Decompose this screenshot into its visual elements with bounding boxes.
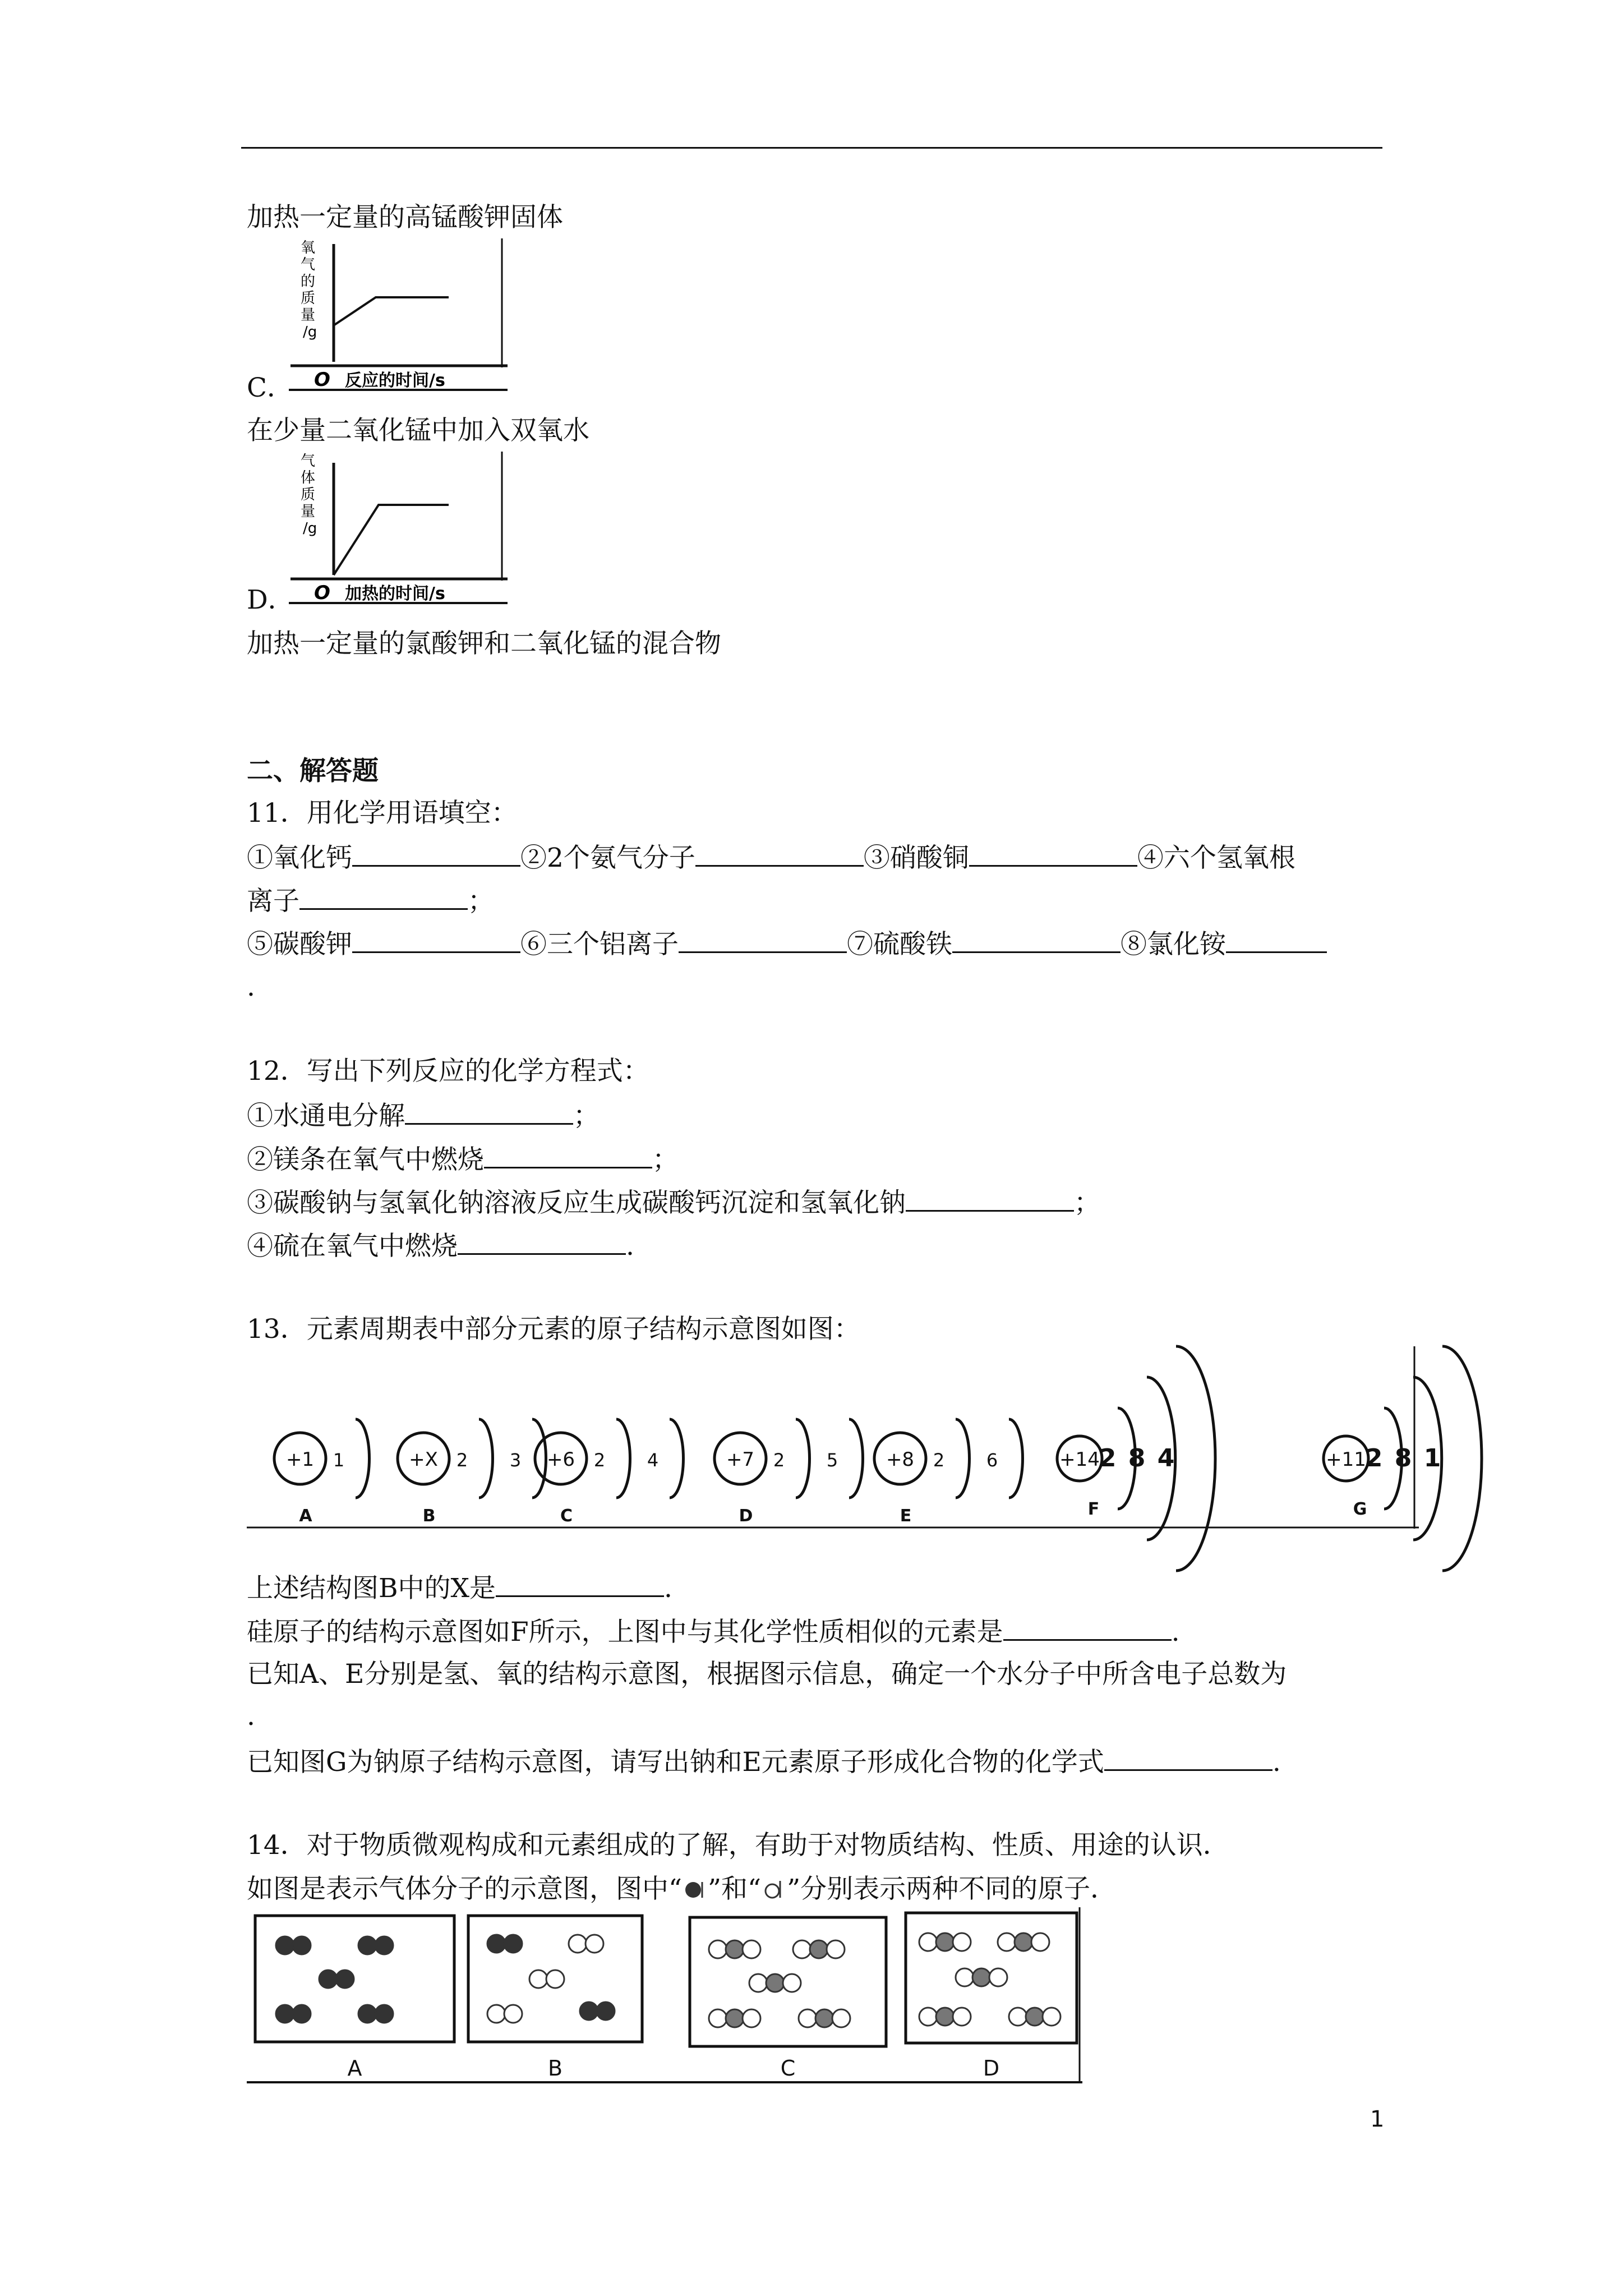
nucleus-charge: +6: [546, 1448, 575, 1471]
atom-circle: [529, 1970, 547, 1988]
nucleus-charge: +7: [726, 1448, 755, 1471]
q12-r1-text: ①水通电分解: [247, 1101, 405, 1131]
atom-circle: [956, 1968, 974, 1986]
atom-circle: [1009, 2008, 1027, 2026]
q12-r2-end: ；: [652, 1144, 679, 1175]
atom-label: E: [900, 1506, 912, 1526]
option-d-label: D．: [247, 585, 294, 615]
atom-circle: [726, 2009, 744, 2027]
atom-circle: [919, 2008, 937, 2026]
q13-l1-text: 上述结构图B中的X是: [247, 1573, 496, 1604]
answer-blank[interactable]: [679, 927, 847, 953]
electron-shell-arc: [956, 1419, 970, 1498]
atom-label: D: [739, 1506, 753, 1526]
atom-circle: [487, 2005, 505, 2023]
molecule-box-label: D: [983, 2056, 1000, 2081]
q11-line2: [247, 884, 494, 918]
answer-blank[interactable]: [1226, 927, 1327, 953]
option-d-caption: 加热一定量的氯酸钾和二氧化锰的混合物: [247, 628, 721, 659]
q14-l2b: ”和“: [708, 1874, 762, 1904]
shell-electron-count: 2: [1099, 1444, 1117, 1473]
option-b-caption: 加热一定量的高锰酸钾固体: [247, 202, 563, 233]
atom-circle: [793, 1940, 811, 1958]
shell-electron-count: 4: [1157, 1444, 1175, 1473]
q14-l2a: 如图是表示气体分子的示意图，图中“: [247, 1874, 683, 1904]
atom-circle: [487, 1935, 505, 1953]
answer-blank[interactable]: [1003, 1614, 1172, 1641]
atom-circle: [597, 2002, 615, 2020]
atom-circle: [1031, 1933, 1049, 1951]
atom-circle: [783, 1974, 801, 1992]
answer-blank[interactable]: [969, 840, 1137, 867]
q11-item: ⑤碳酸钾: [247, 929, 352, 960]
q12-r2-text: ②镁条在氧气中燃烧: [247, 1144, 484, 1175]
atom-circle: [375, 1936, 393, 1954]
atom-circle: [276, 1936, 294, 1954]
atom-circle: [998, 1933, 1016, 1951]
q12-r3: [247, 1185, 1100, 1220]
q11-stem: 11．用化学用语填空：: [247, 798, 518, 829]
graph-c: [280, 236, 516, 395]
molecule-box-label: A: [347, 2056, 362, 2081]
q13-l2-end: .: [1171, 1617, 1180, 1648]
q13-line3: 已知A、E分别是氢、氧的结构示意图，根据图示信息，确定一个水分子中所含电子总数为: [247, 1659, 1287, 1690]
answer-blank[interactable]: [352, 840, 520, 867]
page-number: 1: [1370, 2106, 1385, 2132]
header-rule: [241, 147, 1382, 149]
nucleus-charge: +1: [285, 1448, 315, 1471]
atom-circle: [953, 1933, 971, 1951]
light-atom-icon: [761, 1879, 787, 1901]
graph-c-origin: O: [314, 369, 330, 391]
atom-label: B: [422, 1506, 436, 1526]
shell-electron-count: 1: [333, 1450, 345, 1471]
q13-l1-end: .: [664, 1573, 672, 1604]
graph-d-ylabel: 气体质量/g: [301, 453, 317, 537]
q11-line1: [247, 840, 1295, 875]
atom-circle: [1026, 2008, 1044, 2026]
graph-c-xlabel: 反应的时间/s: [345, 371, 445, 390]
electron-shell-arc: [356, 1419, 370, 1498]
q12-r1: [247, 1098, 600, 1133]
atom-circle: [580, 2002, 598, 2020]
electron-shell-arc: [796, 1419, 810, 1498]
nucleus-charge: +14: [1059, 1448, 1100, 1471]
shell-electron-count: 8: [1394, 1444, 1412, 1473]
atom-circle: [375, 2005, 393, 2023]
shell-electron-count: 3: [509, 1450, 522, 1471]
q11-punct: ；: [468, 886, 494, 917]
atom-label: C: [560, 1506, 573, 1526]
q13-line3-end: .: [247, 1701, 255, 1732]
electron-shell-arc: [1176, 1346, 1215, 1571]
q12-r2: [247, 1142, 679, 1177]
atom-circle: [709, 1940, 727, 1958]
electron-shell-arc: [1442, 1346, 1482, 1571]
q11-item: ④六个氢氧根: [1137, 843, 1295, 873]
q11-period: .: [247, 972, 255, 1002]
q11-item: ⑥三个铝离子: [520, 929, 679, 960]
shell-electron-count: 2: [933, 1450, 945, 1471]
q12-r4: [247, 1228, 634, 1263]
shell-electron-count: 4: [647, 1450, 659, 1471]
q12-r3-end: ；: [1074, 1188, 1100, 1218]
atom-circle: [336, 1970, 354, 1988]
atom-circle: [815, 2009, 833, 2027]
q13-line1: [247, 1571, 672, 1605]
electron-shell-arc: [1009, 1419, 1023, 1498]
q14-line2: [247, 1872, 1117, 1906]
atom-circle: [953, 2008, 971, 2026]
q11-item: 离子: [247, 886, 299, 917]
atom-circle: [936, 2008, 954, 2026]
atom-circle: [569, 1935, 587, 1953]
atom-circle: [827, 1940, 845, 1958]
section-title: 二、解答题: [247, 756, 379, 786]
answer-blank[interactable]: [484, 1142, 652, 1168]
shell-electron-count: 8: [1128, 1444, 1146, 1473]
atom-label: A: [299, 1506, 312, 1526]
atom-circle: [546, 1970, 564, 1988]
q11-item: ⑧氯化铵: [1121, 929, 1226, 960]
q13-line2: [247, 1614, 1180, 1649]
q13-l4-text: 已知图G为钠原子结构示意图，请写出钠和E元素原子形成化合物的化学式: [247, 1747, 1104, 1778]
atom-circle: [989, 1968, 1007, 1986]
molecule-box-label: C: [780, 2056, 796, 2081]
graph-d: [280, 449, 516, 609]
atom-circle: [972, 1968, 990, 1986]
q12-stem: 12．写出下列反应的化学方程式：: [247, 1056, 649, 1087]
graph-c-ylabel: 氧气的质量/g: [301, 240, 317, 341]
nucleus-charge: +X: [409, 1448, 438, 1471]
shell-electron-count: 5: [826, 1450, 838, 1471]
q13-l4-end: .: [1272, 1747, 1281, 1778]
molecule-box-label: B: [547, 2056, 563, 2081]
q11-item: ②2个氨气分子: [520, 843, 695, 873]
shell-electron-count: 2: [1365, 1444, 1383, 1473]
q12-r3-text: ③碳酸钠与氢氧化钠溶液反应生成碳酸钙沉淀和氢氧化钠: [247, 1188, 906, 1218]
q14-l2c: ”分别表示两种不同的原子．: [787, 1874, 1117, 1904]
shell-electron-count: 6: [986, 1450, 998, 1471]
atom-circle: [749, 1974, 767, 1992]
answer-blank[interactable]: [496, 1571, 664, 1597]
atom-circle: [504, 2005, 522, 2023]
q13-stem: 13．元素周期表中部分元素的原子结构示意图如图：: [247, 1314, 860, 1345]
answer-blank[interactable]: [352, 927, 520, 953]
shell-electron-count: 2: [773, 1450, 785, 1471]
dark-atom-icon: [682, 1879, 708, 1901]
atom-circle: [766, 1974, 784, 1992]
q11-item: ⑦硫酸铁: [847, 929, 952, 960]
atom-circle: [832, 2009, 850, 2027]
atom-circle: [936, 1933, 954, 1951]
answer-blank[interactable]: [1104, 1745, 1272, 1771]
electron-shell-arc: [670, 1419, 684, 1498]
answer-blank[interactable]: [458, 1228, 626, 1255]
atom-circle: [1043, 2008, 1061, 2026]
atom-circle: [919, 1933, 937, 1951]
q12-r4-end: .: [626, 1231, 634, 1262]
nucleus-charge: +11: [1326, 1448, 1366, 1471]
atom-circle: [1015, 1933, 1032, 1951]
atom-label: F: [1087, 1499, 1100, 1519]
answer-blank[interactable]: [695, 840, 864, 867]
option-c-caption: 在少量二氧化锰中加入双氧水: [247, 415, 589, 446]
atom-circle: [358, 1936, 376, 1954]
molecule-figure: [247, 1907, 1088, 2087]
atom-structure-figure: [247, 1346, 1441, 1537]
shell-electron-count: 2: [456, 1450, 468, 1471]
q13-line4: [247, 1745, 1281, 1779]
atom-circle: [276, 2005, 294, 2023]
answer-blank[interactable]: [952, 927, 1121, 953]
atom-circle: [319, 1970, 337, 1988]
shell-electron-count: 1: [1423, 1444, 1441, 1473]
atom-circle: [743, 2009, 760, 2027]
q11-line3: [247, 927, 1327, 961]
q11-item: ③硝酸铜: [863, 843, 969, 873]
graph-d-origin: O: [314, 582, 330, 604]
atom-circle: [799, 2009, 817, 2027]
answer-blank[interactable]: [299, 884, 468, 910]
atom-circle: [293, 1936, 311, 1954]
q12-r1-end: ；: [573, 1101, 600, 1131]
atom-circle: [504, 1935, 522, 1953]
atom-circle: [726, 1940, 744, 1958]
answer-blank[interactable]: [405, 1098, 573, 1125]
q13-l2-text: 硅原子的结构示意图如F所示，上图中与其化学性质相似的元素是: [247, 1617, 1003, 1648]
graph-d-xlabel: 加热的时间/s: [345, 584, 445, 604]
option-c-label: C．: [247, 372, 293, 403]
nucleus-charge: +8: [886, 1448, 915, 1471]
atom-label: G: [1353, 1499, 1367, 1519]
q12-r4-text: ④硫在氧气中燃烧: [247, 1231, 458, 1262]
electron-shell-arc: [479, 1419, 493, 1498]
shell-electron-count: 2: [593, 1450, 606, 1471]
atom-circle: [743, 1940, 760, 1958]
q11-item: ①氧化钙: [247, 843, 352, 873]
answer-blank[interactable]: [906, 1185, 1074, 1212]
atom-circle: [585, 1935, 603, 1953]
q14-line1: 14．对于物质微观构成和元素组成的了解，有助于对物质结构、性质、用途的认识．: [247, 1830, 1229, 1861]
atom-circle: [709, 2009, 727, 2027]
atom-circle: [810, 1940, 828, 1958]
atom-circle: [293, 2005, 311, 2023]
electron-shell-arc: [616, 1419, 630, 1498]
atom-circle: [358, 2005, 376, 2023]
electron-shell-arc: [849, 1419, 863, 1498]
